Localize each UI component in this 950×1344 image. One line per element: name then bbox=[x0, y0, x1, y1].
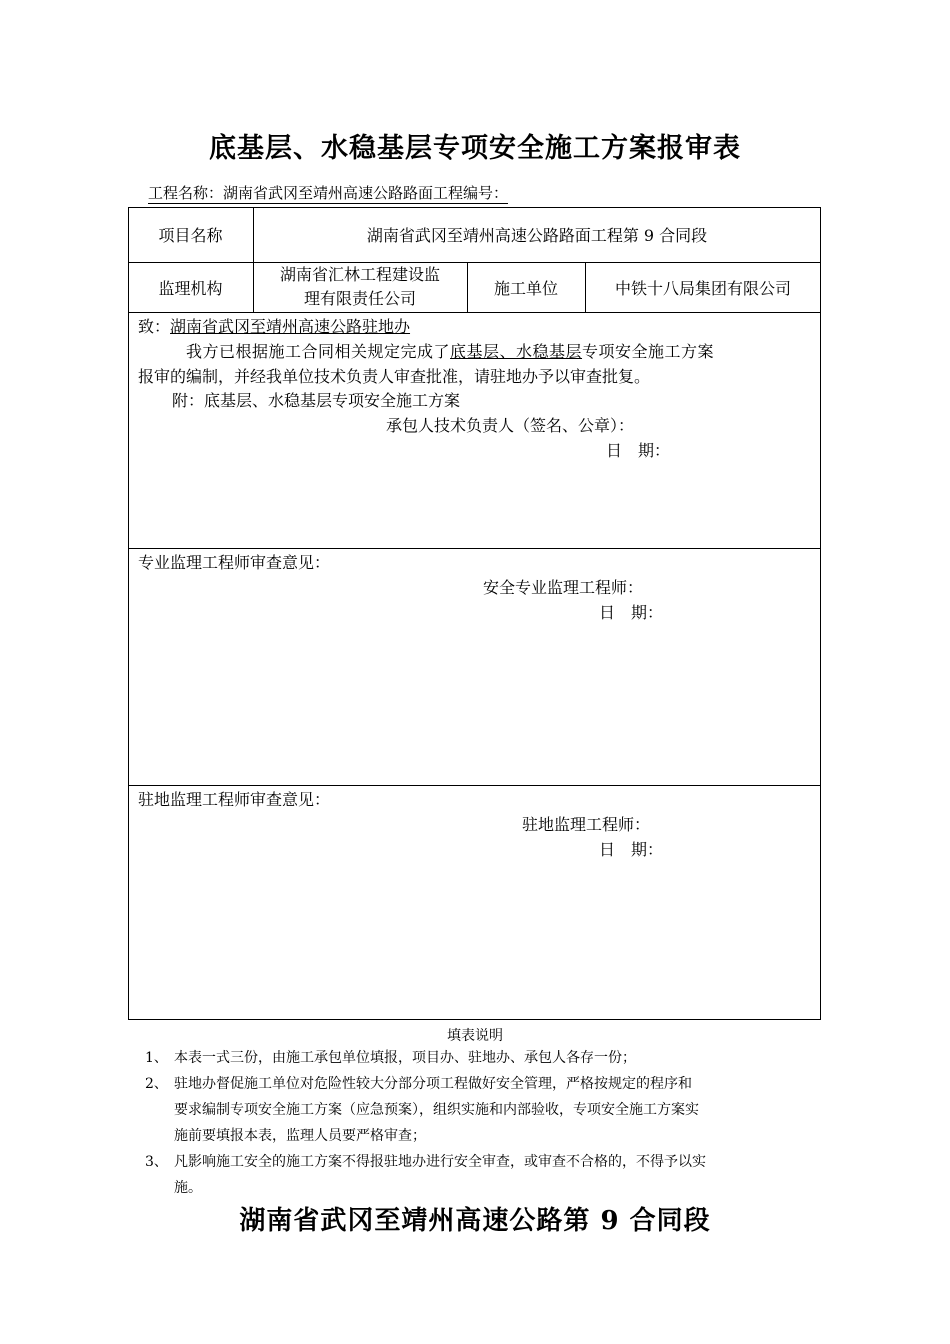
supervisor-value-line: 湖南省汇林工程建设监 bbox=[279, 265, 440, 284]
table-divider bbox=[128, 312, 821, 313]
addressee bbox=[138, 316, 410, 338]
date-field: 日 期： bbox=[599, 840, 664, 859]
date-field: 日 期： bbox=[606, 441, 671, 460]
attachment-line: 附：底基层、水稳基层专项安全施工方案 bbox=[172, 391, 461, 410]
note-line: 本表一式三份，由施工承包单位填报，项目办、驻地办、承包人各存一份； bbox=[174, 1050, 636, 1066]
note-line: 施前要填报本表，监理人员要严格审查； bbox=[174, 1128, 426, 1144]
addressee-value: 湖南省武冈至靖州高速公路驻地办 bbox=[170, 317, 411, 336]
contractor-label: 施工单位 bbox=[493, 278, 558, 298]
specialist-review-heading: 专业监理工程师审查意见： bbox=[138, 553, 331, 572]
note-line: 施。 bbox=[174, 1180, 202, 1196]
project-value: 湖南省武冈至靖州高速公路路面工程第 9 合同段 bbox=[366, 226, 708, 245]
addressee-prefix: 致： bbox=[138, 317, 171, 336]
project-name-line: 工程名称：湖南省武冈至靖州高速公路路面工程编号： bbox=[148, 184, 509, 202]
safety-engineer-signer: 安全专业监理工程师： bbox=[483, 578, 644, 597]
request-text: 专项安全施工方案 bbox=[582, 342, 715, 361]
note-line: 凡影响施工安全的施工方案不得报驻地办进行安全审查，或审查不合格的，不得予以实 bbox=[174, 1154, 706, 1170]
note-line: 驻地办督促施工单位对危险性较大分部分项工程做好安全管理，严格按规定的程序和 bbox=[174, 1076, 692, 1092]
date-field: 日 期： bbox=[599, 603, 664, 622]
request-text: 我方已根据施工合同相关规定完成了 bbox=[186, 342, 451, 361]
project-label: 项目名称 bbox=[158, 226, 223, 245]
note-number: 3、 bbox=[145, 1154, 168, 1170]
supervisor-value-line: 理有限责任公司 bbox=[303, 289, 416, 308]
scheme-name: 底基层、水稳基层 bbox=[450, 342, 583, 361]
supervisor-value bbox=[253, 262, 467, 312]
note-number: 2、 bbox=[145, 1076, 168, 1092]
resident-engineer-signer: 驻地监理工程师： bbox=[522, 815, 651, 834]
footer-organization: 湖南省武冈至靖州高速公路第 9 合同段 bbox=[239, 1206, 711, 1236]
table-divider bbox=[128, 785, 821, 786]
form-title: 底基层、水稳基层专项安全施工方案报审表 bbox=[209, 133, 741, 164]
resident-review-heading: 驻地监理工程师审查意见： bbox=[138, 790, 331, 809]
notes-title: 填表说明 bbox=[447, 1028, 503, 1044]
contractor-signer: 承包人技术负责人（签名、公章）： bbox=[386, 416, 635, 435]
supervisor-label: 监理机构 bbox=[158, 278, 223, 298]
request-body-line bbox=[186, 341, 714, 363]
table-divider bbox=[128, 548, 821, 549]
note-number: 1、 bbox=[145, 1050, 168, 1066]
request-body-line: 报审的编制，并经我单位技术负责人审查批准，请驻地办予以审查批复。 bbox=[138, 367, 651, 386]
note-line: 要求编制专项安全施工方案（应急预案），组织实施和内部验收，专项安全施工方案实 bbox=[174, 1102, 699, 1118]
contractor-value: 中铁十八局集团有限公司 bbox=[614, 278, 791, 298]
